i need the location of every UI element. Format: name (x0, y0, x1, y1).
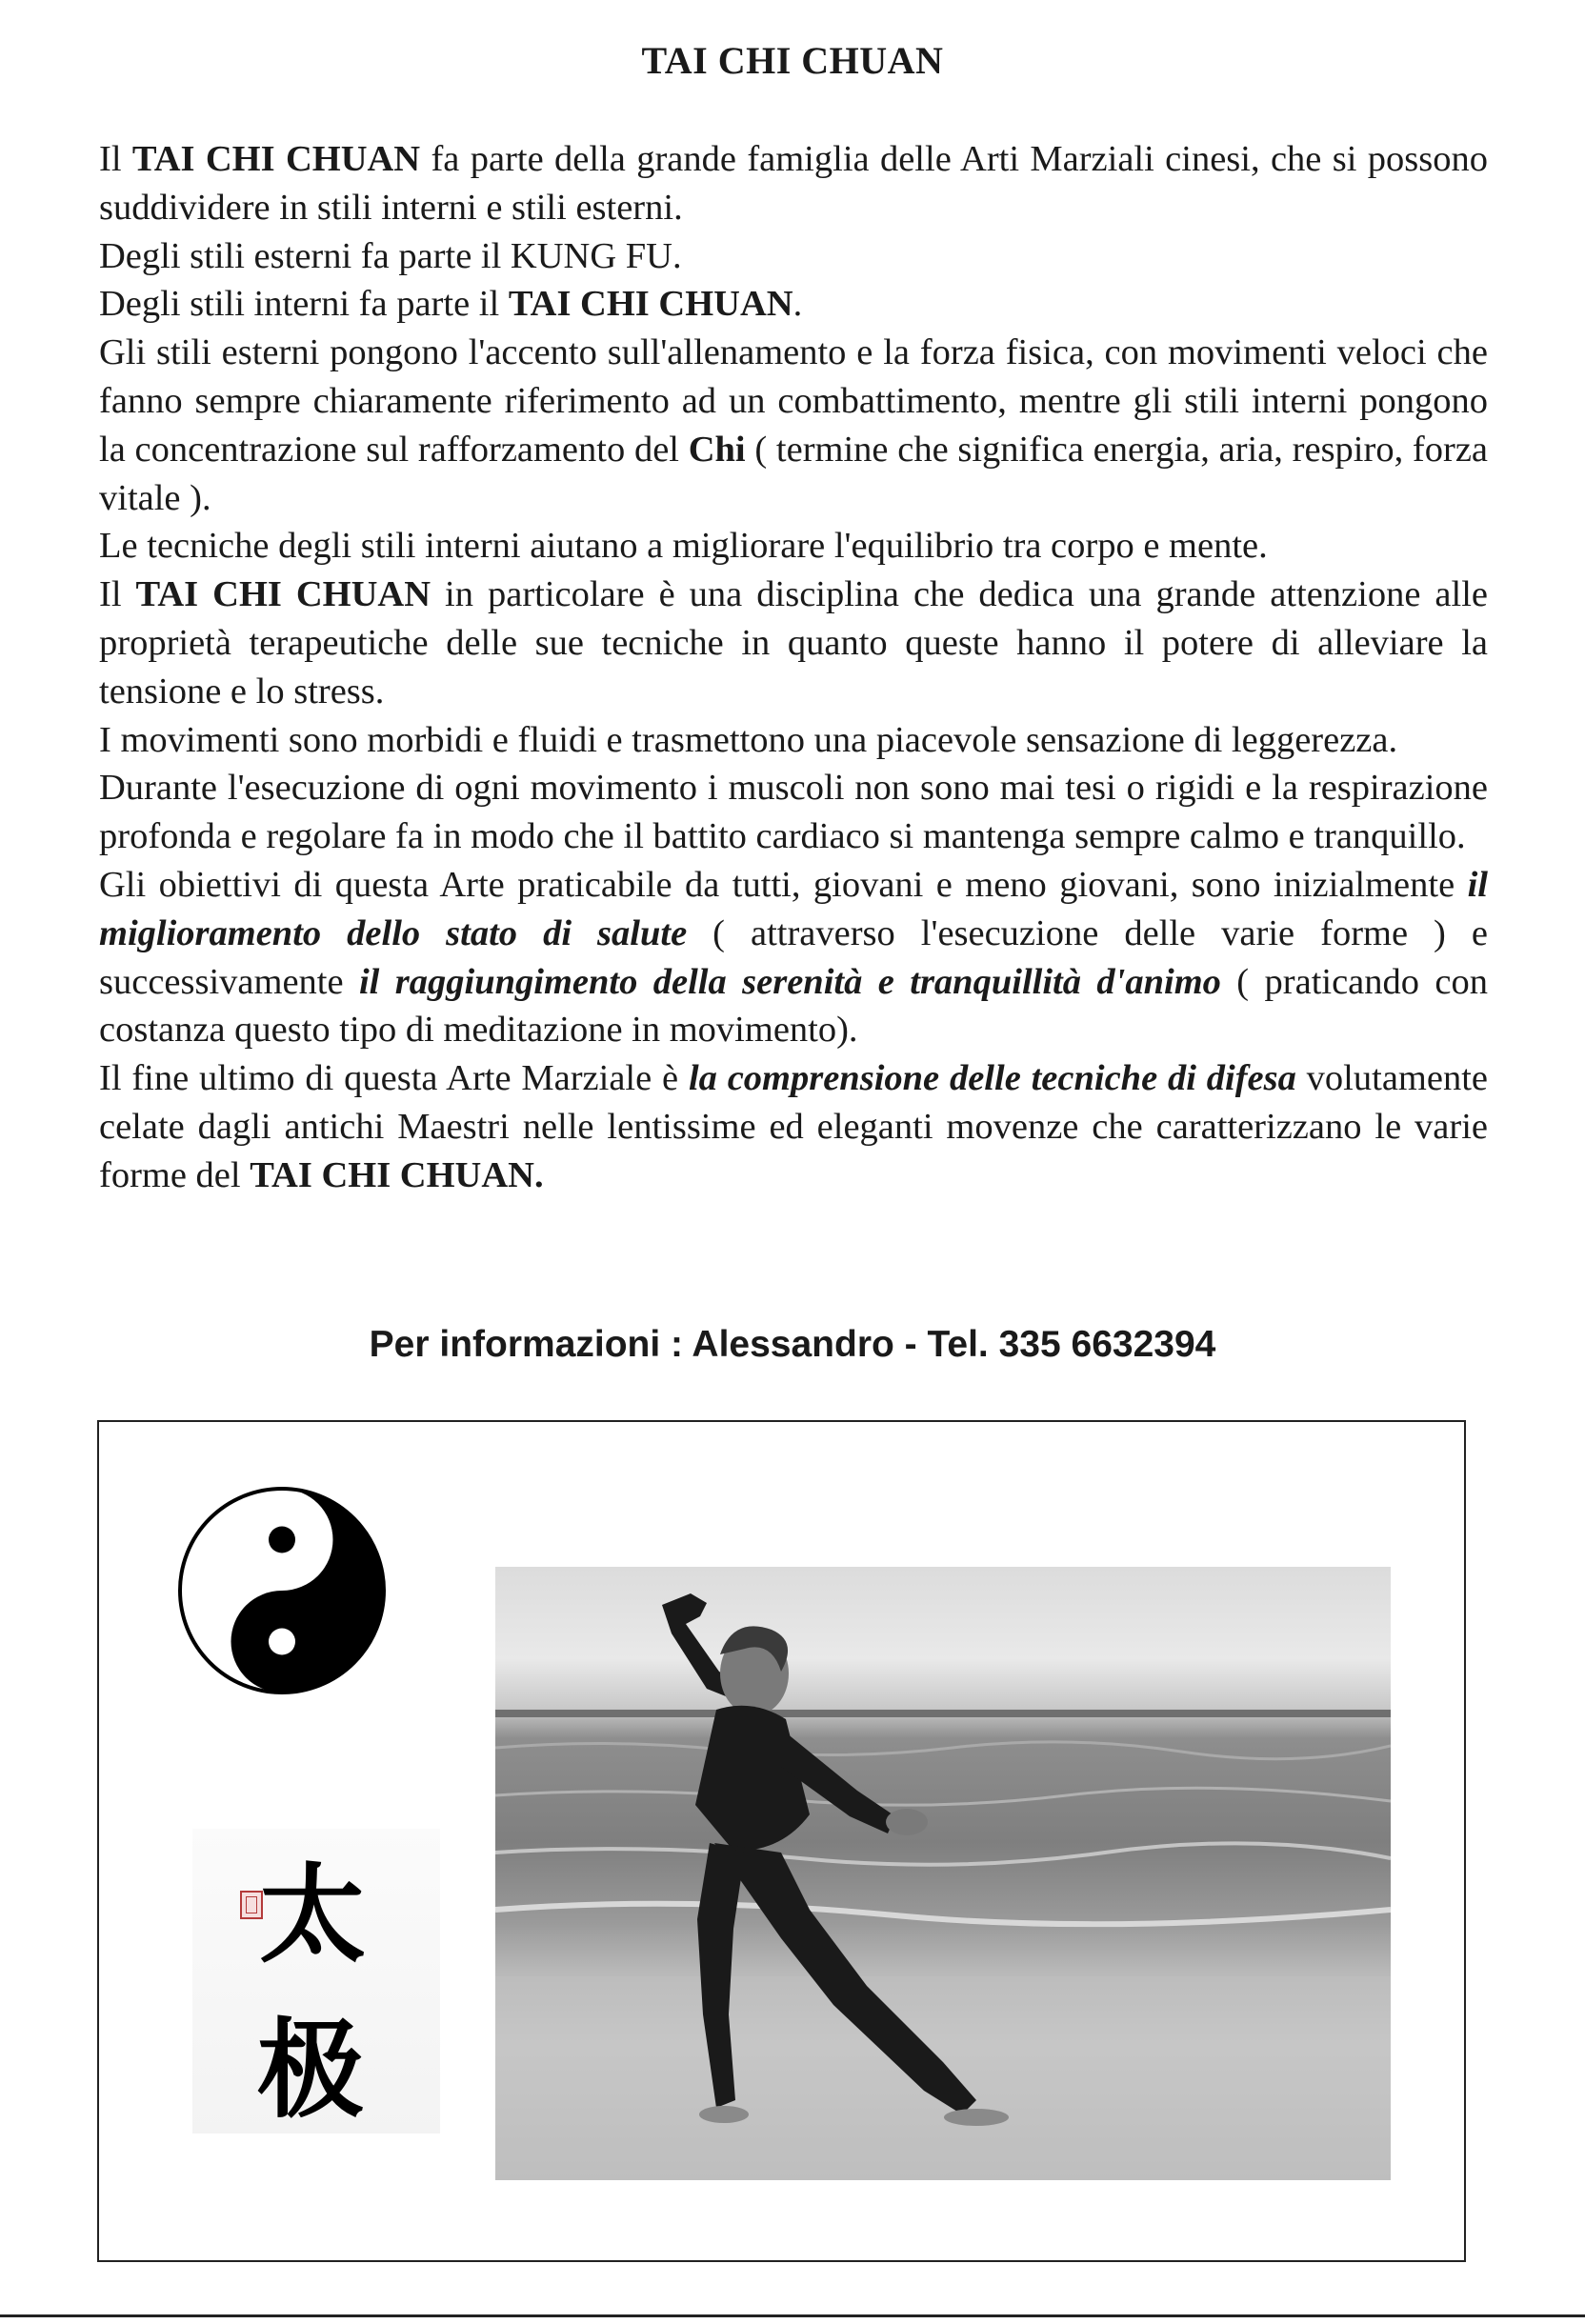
paragraph-text: I movimenti sono morbidi e fluidi e trasmettono una piacevole sensazione di leggerezza. (99, 719, 1398, 760)
paragraph-text: Il (99, 574, 136, 615)
body-paragraph (99, 329, 1488, 522)
paragraph-text: Gli stili esterni pongono l'accento sull'allenamento e la forza fisica, con movimenti veloci che fanno sempre chiaramente riferimento ad un combattimento, mentre gli stili interni pongono la concentrazione sul rafforzamento del (99, 332, 1488, 470)
tai-chi-photo (495, 1567, 1391, 2180)
paragraph-text: Degli stili interni fa parte il (99, 284, 509, 325)
paragraph-text: Degli stili esterni fa parte il KUNG FU. (99, 235, 682, 276)
paragraph-text: Il fine ultimo di questa Arte Marziale è (99, 1058, 689, 1099)
emphasis-text: il raggiungimento della serenità e tranquillità d'animo (358, 961, 1221, 1002)
paragraph-text: in particolare è una disciplina che dedica una grande attenzione alle proprietà terapeutiche delle sue tecniche in quanto queste hanno il potere di alleviare la tensione e lo stress. (99, 574, 1488, 711)
paragraph-text: fa parte della grande famiglia delle Arti Marziali cinesi, che si possono suddividere in stili interni e stili esterni. (99, 139, 1488, 228)
body-paragraph (99, 280, 1488, 329)
yin-yang-icon (177, 1486, 387, 1695)
bottom-rule (0, 2314, 1585, 2317)
body-paragraph (99, 522, 1488, 571)
paragraph-text: volutamente celate dagli antichi Maestri nelle lentissime ed eleganti movenze che caratterizzano le varie forme del (99, 1058, 1488, 1195)
emphasis-text: TAI CHI CHUAN (135, 574, 431, 615)
body-paragraph (99, 764, 1488, 861)
body-paragraph (99, 232, 1488, 281)
paragraph-text: ( termine che significa energia, aria, respiro, forza vitale ). (99, 429, 1488, 518)
page-title: TAI CHI CHUAN (641, 39, 944, 82)
emphasis-text: il miglioramento dello stato di salute (99, 864, 1488, 953)
emphasis-text: TAI CHI CHUAN (131, 139, 421, 179)
body-text (99, 135, 1488, 1200)
paragraph-text: Le tecniche degli stili interni aiutano a migliorare l'equilibrio tra corpo e mente. (99, 526, 1268, 567)
contact-line: Per informazioni : Alessandro - Tel. 335 6632394 (369, 1324, 1216, 1365)
emphasis-text: TAI CHI CHUAN. (250, 1154, 544, 1195)
paragraph-text: ( praticando con costanza questo tipo di meditazione in movimento). (99, 961, 1489, 1051)
emphasis-text: la comprensione delle tecniche di difesa (688, 1058, 1296, 1099)
body-paragraph (99, 716, 1488, 765)
paragraph-text: . (792, 284, 803, 325)
calligraphy-char-tai: 太 (259, 1853, 366, 1977)
calligraphy-char-ji: 极 (257, 2009, 364, 2133)
emphasis-text: Chi (688, 429, 746, 470)
body-paragraph (99, 135, 1488, 232)
paragraph-text: Durante l'esecuzione di ogni movimento i muscoli non sono mai tesi o rigidi e la respirazione profonda e regolare fa in modo che il battito cardiaco si mantenga sempre calmo e tranquillo. (99, 768, 1488, 857)
paragraph-text: ( attraverso l'esecuzione delle varie forme ) e successivamente (99, 912, 1488, 1002)
paragraph-text: Il (99, 139, 132, 179)
body-paragraph (99, 861, 1488, 1054)
body-paragraph (99, 571, 1488, 715)
emphasis-text: TAI CHI CHUAN (508, 284, 793, 325)
body-paragraph (99, 1054, 1488, 1199)
paragraph-text: Gli obiettivi di questa Arte praticabile da tutti, giovani e meno giovani, sono inizialmente (99, 864, 1468, 905)
